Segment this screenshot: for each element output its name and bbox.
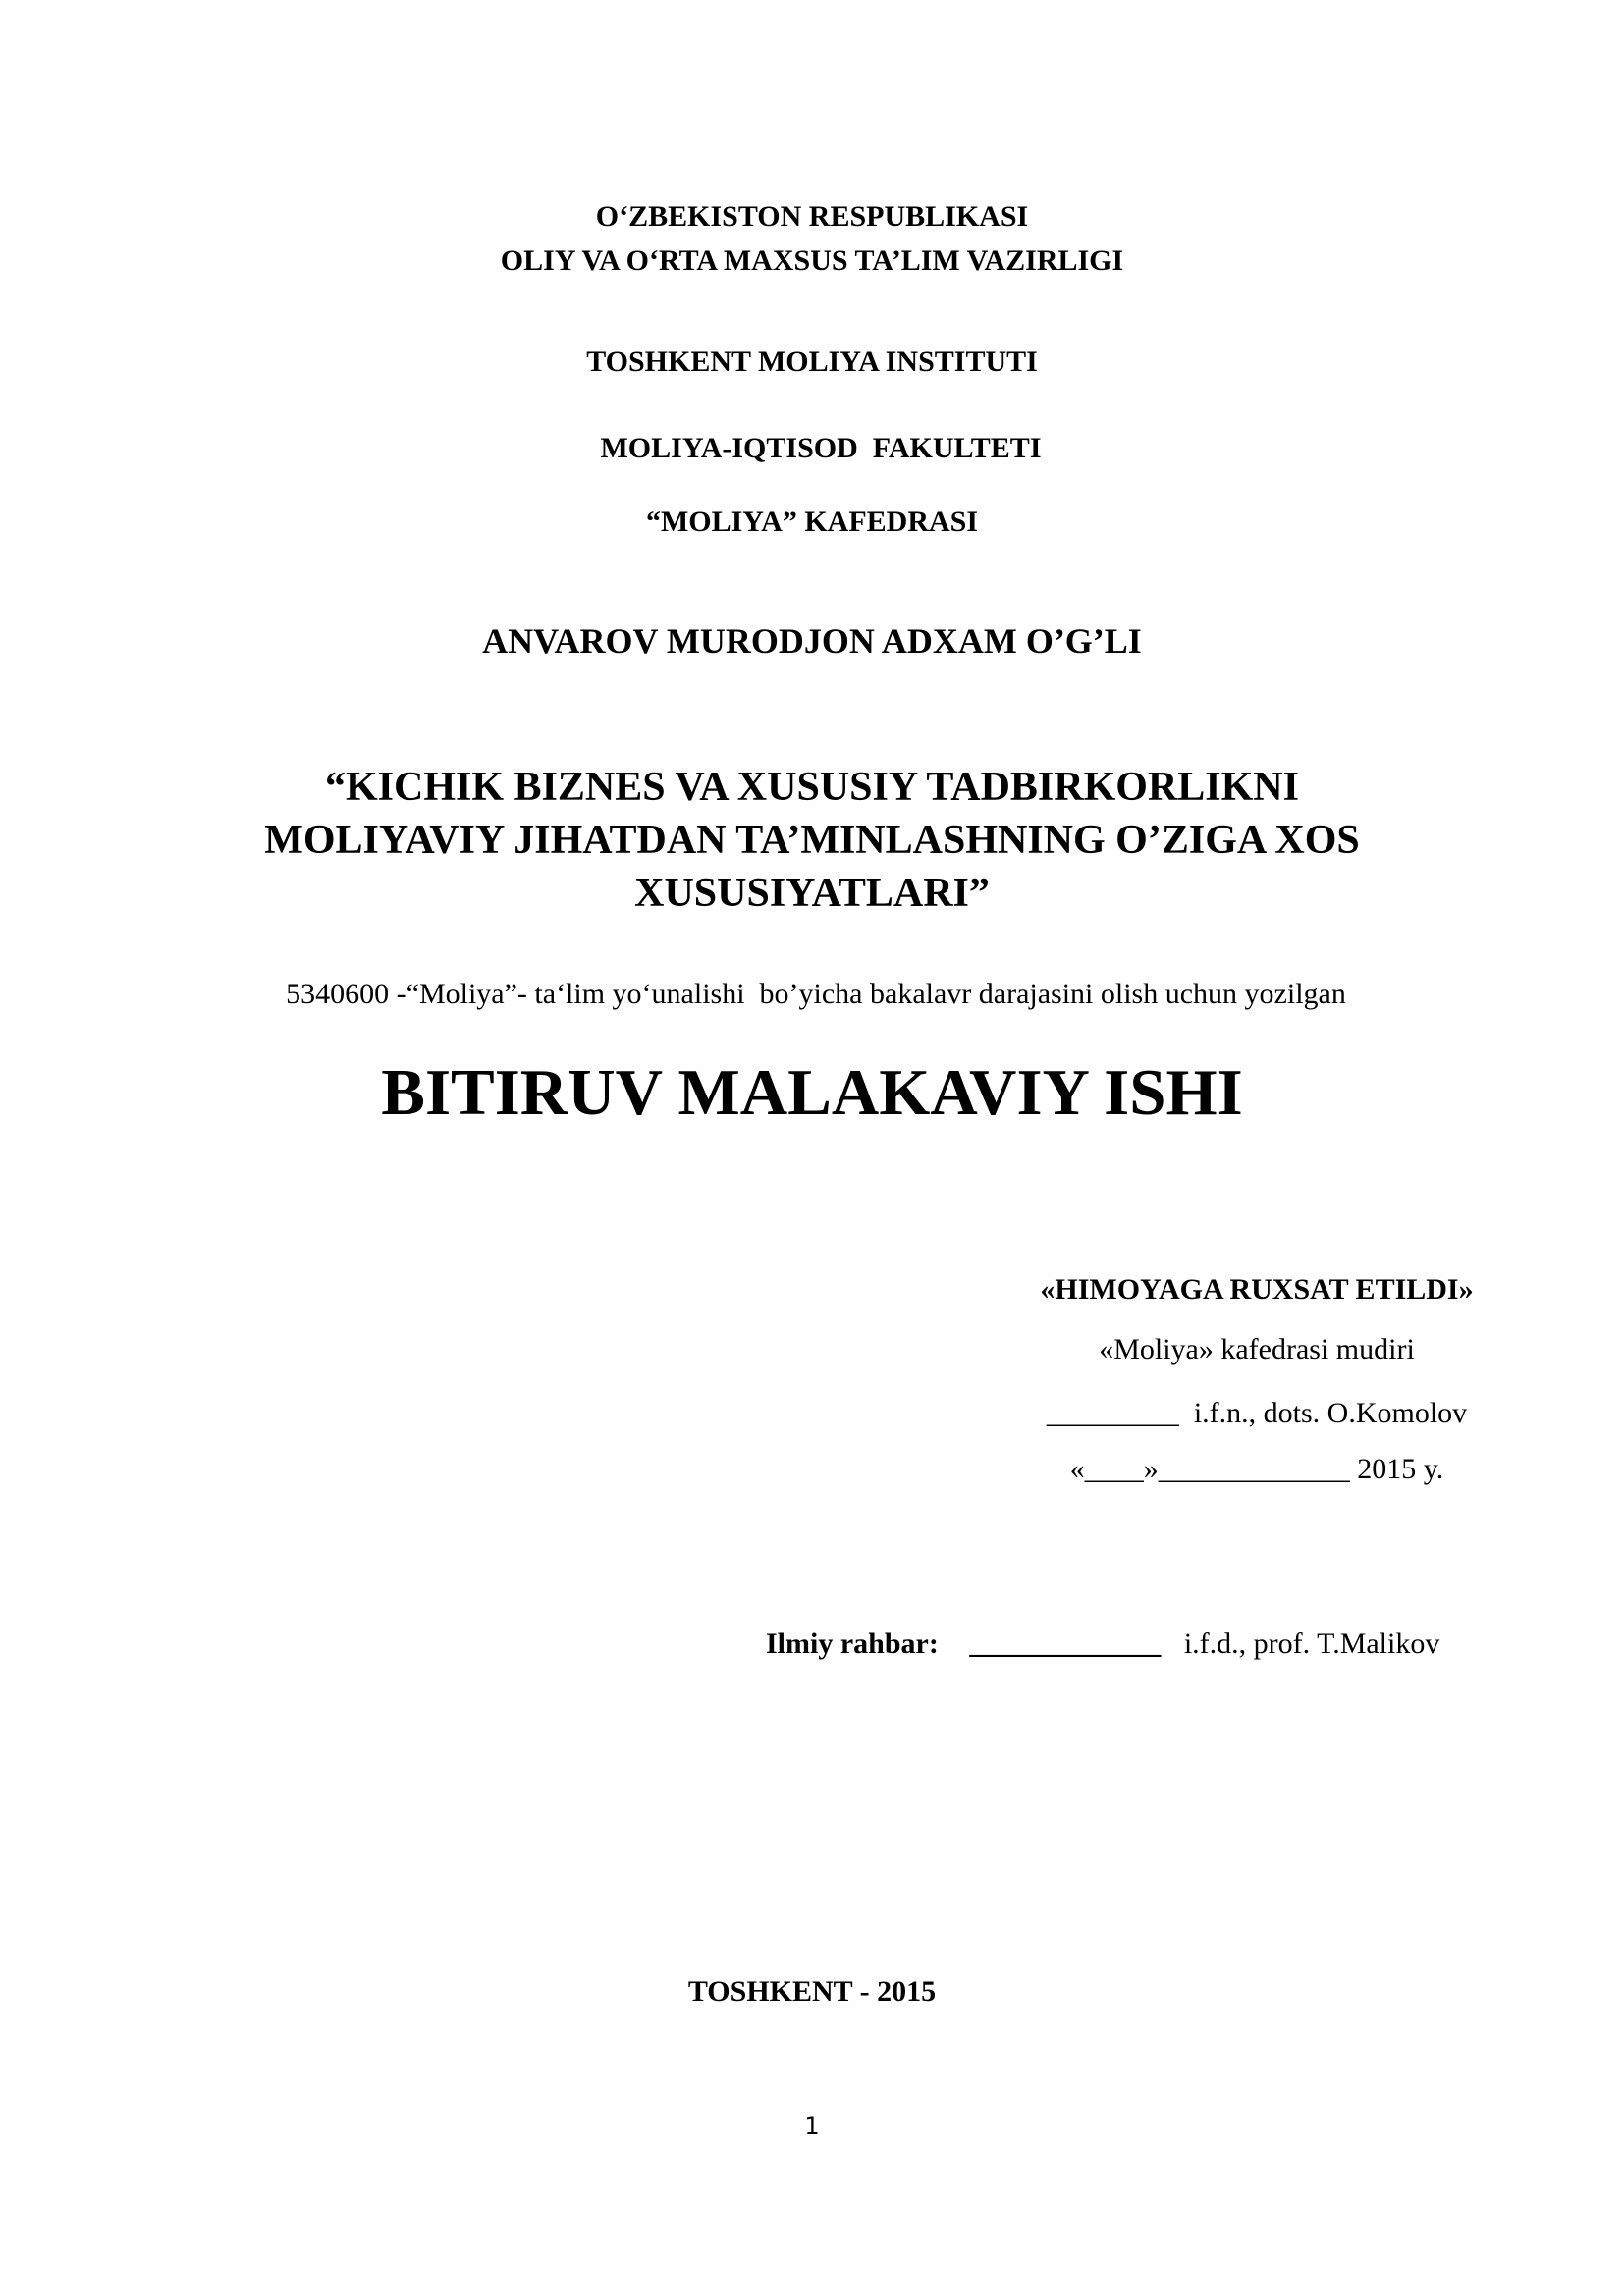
institute-name: TOSHKENT MOLIYA INSTITUTI [586, 346, 1038, 378]
work-type-heading: BITIRUV MALAKAVIY ISHI [381, 1056, 1243, 1129]
supervisor-name: i.f.d., prof. T.Malikov [1183, 1628, 1440, 1660]
thesis-title-line-2: MOLIYAVIY JIHATDAN TA’MINLASHNING O’ZIGA XOS [264, 818, 1360, 863]
supervisor-line [766, 1628, 1439, 1661]
degree-subtitle: 5340600 -“Moliya”- ta‘lim yo‘unalishi bo’yicha bakalavr darajasini olish uchun yozilgan [286, 978, 1346, 1010]
department-name: “MOLIYA” KAFEDRASI [645, 506, 979, 538]
city-year: TOSHKENT - 2015 [687, 1975, 937, 2007]
ministry-header [0, 194, 1624, 283]
republic-name: O‘ZBEKISTON RESPUBLIKASI [595, 200, 1029, 233]
thesis-title [0, 761, 1624, 920]
ministry-name: OLIY VA O‘RTA MAXSUS TA’LIM VAZIRLIGI [500, 244, 1124, 277]
faculty-name: MOLIYA-IQTISOD FAKULTETI [600, 432, 1042, 464]
thesis-title-line-1: “KICHIK BIZNES VA XUSUSIY TADBIRKORLIKNI [325, 765, 1299, 810]
page-number: 1 [804, 2112, 820, 2140]
approval-heading: «HIMOYAGA RUXSAT ETILDI» [1040, 1273, 1474, 1306]
approval-date-line: «____»_____________ 2015 y. [1069, 1453, 1444, 1485]
approval-signature-line: _________ i.f.n., dots. O.Komolov [1046, 1397, 1468, 1429]
thesis-title-line-3: XUSUSIYATLARI” [634, 871, 990, 916]
approval-role: «Moliya» kafedrasi mudiri [1099, 1333, 1415, 1365]
supervisor-label: Ilmiy rahbar: [766, 1628, 939, 1660]
author-name: ANVAROV MURODJON ADXAM O’G’LI [482, 621, 1142, 661]
supervisor-signature-blank: _____________ [969, 1628, 1162, 1660]
